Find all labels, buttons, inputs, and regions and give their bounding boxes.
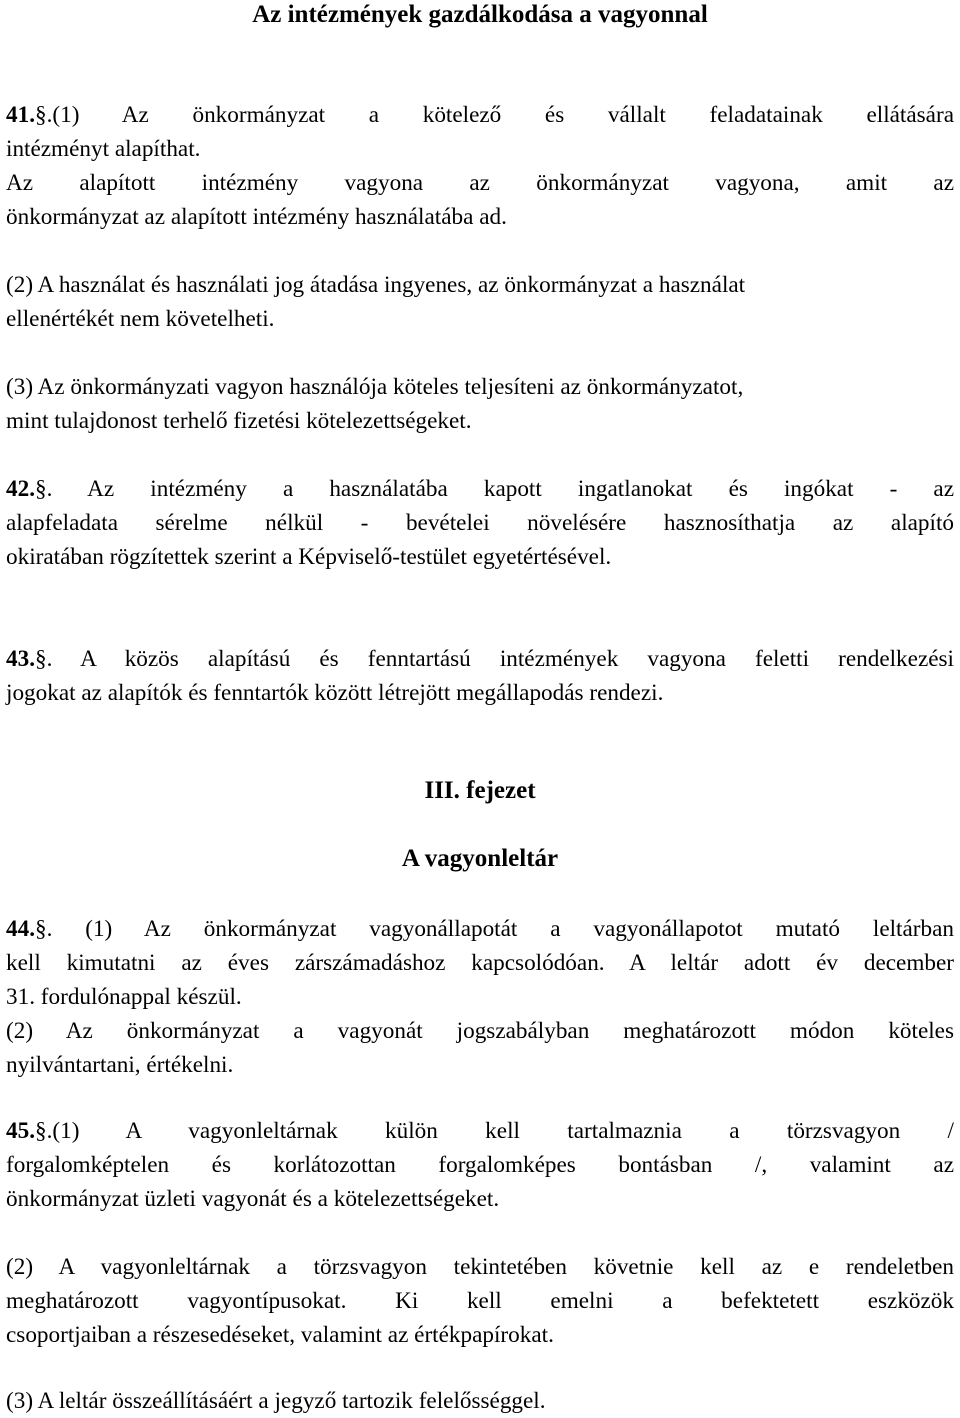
section-45-p2-line-1: (2) A vagyonleltárnak a törzsvagyon tekintetében követnie kell az e rendeletben <box>6 1254 954 1280</box>
section-42-line-2: alapfeladata sérelme nélkül - bevételei növelésére hasznosíthatja az alapító <box>6 510 954 536</box>
section-45-line-1: 45.§.(1) A vagyonleltárnak külön kell tartalmaznia a törzsvagyon / <box>6 1118 954 1144</box>
section-44-line-4: (2) Az önkormányzat a vagyonát jogszabályban meghatározott módon köteles <box>6 1018 954 1044</box>
section-44-line-3: 31. fordulónappal készül. <box>6 984 242 1010</box>
section-41-paragraph-2 <box>6 268 954 336</box>
chapter-heading: III. fejezet <box>424 777 536 804</box>
section-41-p2-line-1: (2) A használat és használati jog átadása ingyenes, az önkormányzat a használat <box>6 272 746 298</box>
section-45-p2-line-2: meghatározott vagyontípusokat. Ki kell emelni a befektetett eszközök <box>6 1288 954 1314</box>
section-45-line-3: önkormányzat üzleti vagyonát és a kötelezettségeket. <box>6 1186 500 1212</box>
section-42-line-3: okiratában rögzítettek szerint a Képviselő-testület egyetértésével. <box>6 544 612 570</box>
section-45-paragraph-3 <box>6 1384 954 1418</box>
section-42-line-1: 42.§. Az intézmény a használatába kapott ingatlanokat és ingókat - az <box>6 476 954 502</box>
section-45-paragraph-1 <box>6 1114 954 1216</box>
section-41-p3-line-1: (3) Az önkormányzati vagyon használója köteles teljesíteni az önkormányzatot, <box>6 374 744 400</box>
section-43-line-1: 43.§. A közös alapítású és fenntartású intézmények vagyona feletti rendelkezési <box>6 646 954 672</box>
section-41-line-1: 41.§.(1) Az önkormányzat a kötelező és vállalt feladatainak ellátására <box>6 102 954 128</box>
section-44-number: 44. <box>6 916 35 942</box>
section-45-line-2: forgalomképtelen és korlátozottan forgalomképes bontásban /, valamint az <box>6 1152 954 1178</box>
section-43 <box>6 642 954 710</box>
section-45-p2-line-3: csoportjaiban a részesedéseket, valamint az értékpapírokat. <box>6 1322 554 1348</box>
section-41-number: 41. <box>6 102 35 128</box>
section-43-line-2: jogokat az alapítók és fenntartók között létrejött megállapodás rendezi. <box>6 680 664 706</box>
section-44 <box>6 912 954 1082</box>
section-45-number: 45. <box>6 1118 35 1144</box>
chapter-title: A vagyonleltár <box>401 845 559 872</box>
section-43-number: 43. <box>6 646 35 672</box>
section-42 <box>6 472 954 574</box>
section-41-line-2: intézményt alapíthat. <box>6 136 201 162</box>
section-45-paragraph-2 <box>6 1250 954 1352</box>
section-41-line-3: Az alapított intézmény vagyona az önkormányzat vagyona, amit az <box>6 170 954 196</box>
section-44-line-5: nyilvántartani, értékelni. <box>6 1052 234 1078</box>
section-41-paragraph-1 <box>6 98 954 234</box>
section-44-line-1: 44.§. (1) Az önkormányzat vagyonállapotát a vagyonállapotot mutató leltárban <box>6 916 954 942</box>
section-41-p3-line-2: mint tulajdonost terhelő fizetési kötelezettségeket. <box>6 408 472 434</box>
section-41-line-4: önkormányzat az alapított intézmény használatába ad. <box>6 204 507 230</box>
page-title: Az intézmények gazdálkodása a vagyonnal <box>252 1 708 28</box>
section-41-p2-line-2: ellenértékét nem követelheti. <box>6 306 275 332</box>
section-45-p3-line-1: (3) A leltár összeállításáért a jegyző tartozik felelősséggel. <box>6 1388 546 1414</box>
section-44-line-2: kell kimutatni az éves zárszámadáshoz kapcsolódóan. A leltár adott év december <box>6 950 954 976</box>
section-41-paragraph-3 <box>6 370 954 438</box>
section-42-number: 42. <box>6 476 35 502</box>
